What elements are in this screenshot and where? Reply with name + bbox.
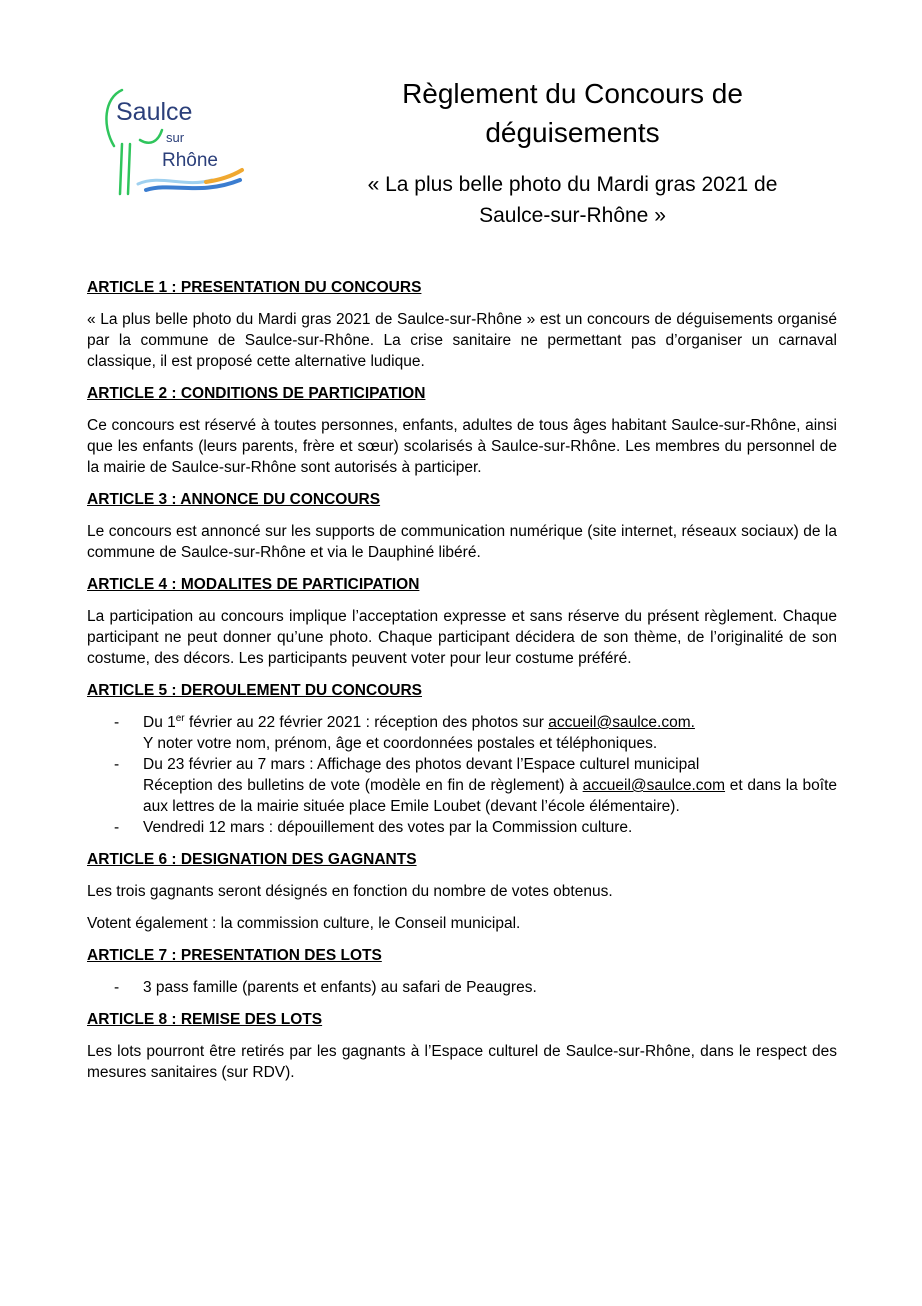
article-text: Les lots pourront être retirés par les gagnants à l’Espace culturel de Saulce-sur-Rhône, dans le respect des mesures sanitaires (sur RDV).: [87, 1043, 837, 1081]
title-line-1: Règlement du Concours de: [402, 78, 743, 109]
item-text: et dans la boîte aux lettres de la mairie située place Emile Loubet (devant l’école élémentaire).: [143, 777, 837, 815]
article-1: [87, 277, 837, 372]
prizes-list: [87, 977, 837, 998]
logo-green-stem-2: [128, 144, 130, 194]
article-5: [87, 680, 837, 838]
logo-green-branch: [140, 130, 162, 143]
article-8: [87, 1009, 837, 1083]
article-4: [87, 574, 837, 669]
list-dash: -: [114, 714, 120, 731]
article-text: Le concours est annoncé sur les supports de communication numérique (site internet, réseaux sociaux) de la commune de Saulce-sur-Rhône et via le Dauphiné libéré.: [87, 523, 837, 561]
article-heading: ARTICLE 7 : PRESENTATION DES LOTS: [87, 947, 382, 964]
item-text: 3 pass famille (parents et enfants) au safari de Peaugres.: [143, 979, 537, 996]
rules-content: [87, 277, 837, 1094]
article-3: [87, 489, 837, 563]
article-6: [87, 849, 837, 934]
list-item: [87, 817, 837, 838]
list-item: [87, 712, 837, 754]
item-text-line-2: Y noter votre nom, prénom, âge et coordonnées postales et téléphoniques.: [143, 735, 658, 752]
article-text: La participation au concours implique l’acceptation expresse et sans réserve du présent règlement. Chaque participant ne peut donner qu’une photo. Chaque participant décidera de son thème, de l’originalité de son costume, des décors. Les participants peuvent voter pour leur costume préféré.: [87, 608, 837, 667]
article-heading: ARTICLE 1 : PRESENTATION DU CONCOURS: [87, 279, 422, 296]
article-heading: ARTICLE 3 : ANNONCE DU CONCOURS: [87, 491, 381, 508]
superscript-er: er: [175, 712, 185, 724]
article-7: [87, 945, 837, 998]
item-text: Réception des bulletins de vote (modèle en fin de règlement) à: [143, 777, 583, 794]
item-text: Vendredi 12 mars : dépouillement des votes par la Commission culture.: [143, 819, 633, 836]
item-text: Du 1: [143, 714, 176, 731]
item-text: février au 22 février 2021 : réception des photos sur: [184, 714, 549, 731]
saulce-logo: [100, 84, 250, 199]
list-dash: -: [114, 979, 120, 996]
subtitle-line-2: Saulce-sur-Rhône »: [479, 204, 666, 227]
item-text-line-1: Du 23 février au 7 mars : Affichage des photos devant l’Espace culturel municipal: [143, 756, 700, 773]
article-heading: ARTICLE 5 : DEROULEMENT DU CONCOURS: [87, 682, 422, 699]
list-dash: -: [114, 756, 120, 773]
title-block: [300, 74, 845, 231]
list-item: [87, 754, 837, 817]
subtitle-line-1: « La plus belle photo du Mardi gras 2021 de: [367, 173, 778, 196]
logo-word-sur: sur: [166, 130, 185, 145]
list-item: [87, 977, 837, 998]
title-line-2: déguisements: [485, 117, 660, 148]
document-title: [300, 74, 845, 152]
article-heading: ARTICLE 2 : CONDITIONS DE PARTICIPATION: [87, 385, 426, 402]
article-heading: ARTICLE 6 : DESIGNATION DES GAGNANTS: [87, 851, 417, 868]
article-text: « La plus belle photo du Mardi gras 2021 de Saulce-sur-Rhône » est un concours de déguisements organisé par la commune de Saulce-sur-Rhône. La crise sanitaire ne permettant pas d’organiser un carnaval classique, il est proposé cette alternative ludique.: [87, 311, 837, 370]
article-text: Ce concours est réservé à toutes personnes, enfants, adultes de tous âges habitant Saulce-sur-Rhône, ainsi que les enfants (leurs parents, frère et sœur) scolarisés à Saulce-sur-Rhône. Les membres du personnel de la mairie de Saulce-sur-Rhône sont autorisés à participer.: [87, 417, 837, 476]
logo-word-saulce: Saulce: [116, 98, 193, 126]
article-text: Votent également : la commission culture, le Conseil municipal.: [87, 915, 521, 932]
schedule-list: [87, 712, 837, 838]
article-2: [87, 383, 837, 478]
logo-green-stem-1: [120, 144, 122, 194]
logo-word-rhone: Rhône: [162, 150, 218, 171]
email-link[interactable]: accueil@saulce.com: [582, 777, 726, 794]
email-link[interactable]: accueil@saulce.com.: [548, 714, 695, 731]
logo-wave-light: [138, 180, 212, 184]
document-subtitle: [300, 169, 845, 231]
article-heading: ARTICLE 8 : REMISE DES LOTS: [87, 1011, 323, 1028]
list-dash: -: [114, 819, 120, 836]
article-text: Les trois gagnants seront désignés en fonction du nombre de votes obtenus.: [87, 883, 613, 900]
article-heading: ARTICLE 4 : MODALITES DE PARTICIPATION: [87, 576, 420, 593]
